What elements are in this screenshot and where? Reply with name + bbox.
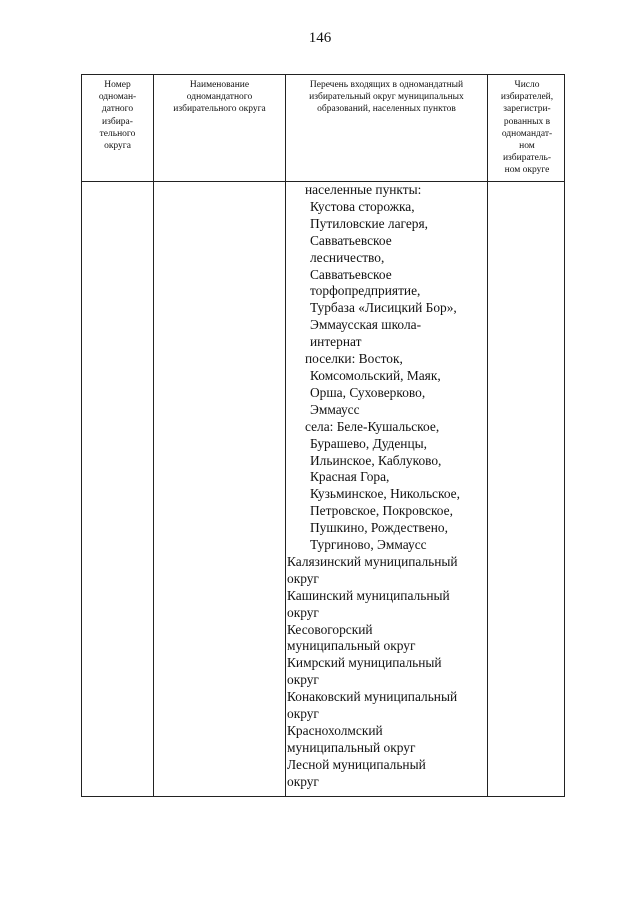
list-item: округ xyxy=(287,672,319,688)
header-line: тельного xyxy=(99,128,136,139)
list-item: Бурашево, Дуденцы, xyxy=(310,435,427,451)
list-item: Конаковский муниципальный xyxy=(287,689,458,705)
list-item: Кимрский муниципальный xyxy=(287,655,442,671)
list-item: Турбаза «Лисицкий Бор», xyxy=(310,300,457,316)
list-item: Савватьевское xyxy=(310,232,392,248)
header-line: датного xyxy=(101,104,134,115)
header-line: зарегистри- xyxy=(503,104,551,115)
list-item: округ xyxy=(287,604,319,620)
list-item: Петровское, Покровское, xyxy=(310,503,453,519)
list-item: Комсомольский, Маяк, xyxy=(310,367,441,383)
header-line: округа xyxy=(104,141,131,152)
header-line: одномандат- xyxy=(501,128,553,139)
list-item: Кузьминское, Никольское, xyxy=(310,486,460,502)
list-item: Краснохолмский xyxy=(287,723,383,738)
list-item: Путиловские лагеря, xyxy=(310,215,428,231)
header-line: ном округе xyxy=(504,165,550,176)
list-item: округ xyxy=(287,570,319,586)
header-line: Наименование xyxy=(189,80,250,90)
list-item: Лесной муниципальный xyxy=(287,756,426,772)
list-item: округ xyxy=(287,706,319,722)
list-item: Ильинское, Каблуково, xyxy=(310,452,442,468)
district-table xyxy=(81,74,565,797)
list-item: Красная Гора, xyxy=(310,469,390,485)
list-item: Орша, Суховерково, xyxy=(310,384,426,400)
list-item: муниципальный округ xyxy=(287,739,416,755)
header-line: избирательного округа xyxy=(173,104,266,115)
list-item: Кесовогорский xyxy=(287,621,373,637)
list-item: Кашинский муниципальный xyxy=(287,587,450,603)
header-line: избира- xyxy=(102,116,133,127)
header-municipalities xyxy=(286,79,487,116)
list-item: интернат xyxy=(310,334,362,350)
list-item: лесничество, xyxy=(310,249,385,265)
header-voter-count xyxy=(488,79,566,177)
header-line: Число xyxy=(514,80,540,90)
list-item: населенные пункты: xyxy=(305,182,422,197)
column-divider xyxy=(285,75,286,796)
list-item: Кустова сторожка, xyxy=(310,198,415,214)
list-item: Савватьевское xyxy=(310,266,392,282)
page-number: 146 xyxy=(308,30,332,46)
list-item: Эммаусская школа- xyxy=(310,317,422,333)
header-district-number xyxy=(82,79,153,152)
list-item: Пушкино, Рождествено, xyxy=(310,520,448,536)
column-divider xyxy=(153,75,154,796)
list-item: Тургиново, Эммаусс xyxy=(310,537,427,553)
header-line: рованных в xyxy=(503,116,551,127)
list-item: округ xyxy=(287,773,319,789)
list-item: муниципальный округ xyxy=(287,638,416,654)
municipality-list xyxy=(287,182,487,791)
header-line: ном xyxy=(519,141,535,152)
header-line: избирателей, xyxy=(500,92,554,103)
header-line: одномандатного xyxy=(186,92,253,103)
header-line: образований, населенных пунктов xyxy=(317,104,456,115)
list-item: села: Беле-Кушальское, xyxy=(305,418,440,434)
list-item: поселки: Восток, xyxy=(305,351,403,367)
column-divider xyxy=(487,75,488,796)
header-line: избирательный округ муниципальных xyxy=(309,92,464,103)
list-item: Эммаусс xyxy=(310,401,360,417)
list-item: торфопредприятие, xyxy=(310,283,421,299)
header-line: Номер xyxy=(104,80,131,90)
header-line: Перечень входящих в одномандатный xyxy=(309,80,464,90)
header-line: избиратель- xyxy=(502,153,552,164)
header-district-name xyxy=(154,79,285,116)
header-line: одноман- xyxy=(98,92,137,103)
list-item: Калязинский муниципальный xyxy=(287,553,458,569)
